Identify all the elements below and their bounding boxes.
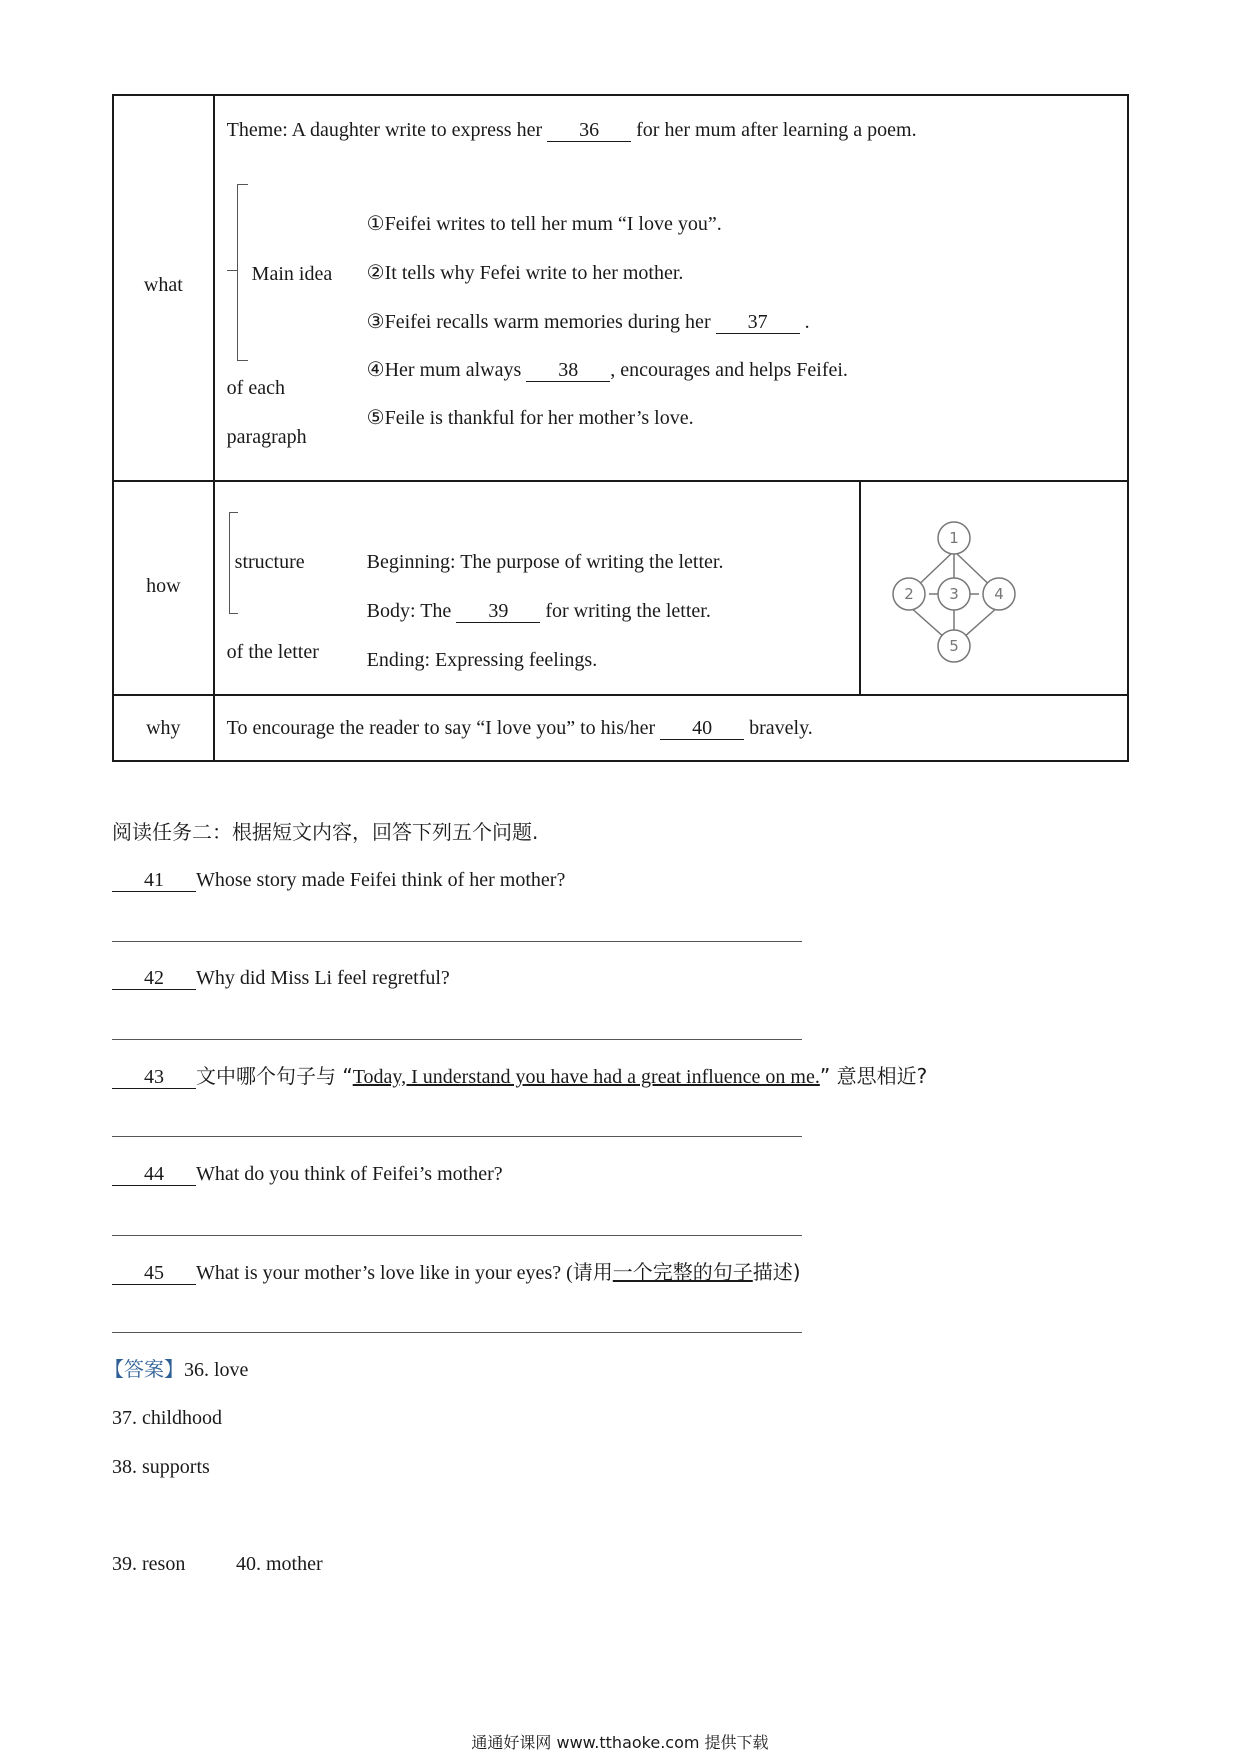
question-45: 45 What is your mother’s love like in your eyes? (请用一个完整的句子描述)	[112, 1260, 801, 1285]
what-content-cell	[214, 95, 1128, 481]
brace-tick	[227, 270, 237, 271]
question-number: 41	[112, 869, 196, 892]
paragraph-label: paragraph	[226, 426, 307, 448]
main-idea-p3: ③Feifei recalls warm memories during her 37 .	[366, 311, 810, 333]
answer-40: 40. mother	[236, 1553, 323, 1575]
why-content-cell	[214, 695, 1128, 761]
structure-diagram	[869, 496, 1069, 676]
of-each-label: of each	[226, 377, 285, 399]
answer-line-44[interactable]	[112, 1235, 802, 1236]
question-43: 43 文中哪个句子与 “Today, I understand you have had a great influence on me.” 意思相近?	[112, 1064, 927, 1089]
answer-36: 【答案】36. love	[104, 1357, 249, 1381]
main-idea-brace	[237, 184, 248, 361]
answer-tag: 【答案】	[104, 1357, 184, 1381]
answer-line-42[interactable]	[112, 1039, 802, 1040]
blank-37[interactable]: 37	[716, 311, 800, 334]
why-line: To encourage the reader to say “I love you” to his/her 40 bravely.	[226, 717, 813, 739]
answer-line-45[interactable]	[112, 1332, 802, 1333]
answer-line-41[interactable]	[112, 941, 802, 942]
row-what	[113, 95, 1128, 481]
row-how	[113, 481, 1128, 695]
answer-39: 39. reson	[112, 1553, 186, 1575]
structure-label: structure	[234, 551, 305, 573]
structure-body: Body: The 39 for writing the letter.	[366, 600, 711, 622]
of-letter-label: of the letter	[226, 641, 319, 663]
row-label-how: how	[113, 481, 214, 695]
question-41: 41 Whose story made Feifei think of her mother?	[112, 868, 565, 892]
how-content-cell	[214, 481, 861, 695]
structure-ending: Ending: Expressing feelings.	[366, 649, 598, 671]
question-number: 42	[112, 967, 196, 990]
answer-38: 38. supports	[112, 1456, 210, 1478]
row-label-why: why	[113, 695, 214, 761]
main-idea-label: Main idea	[251, 263, 333, 285]
structure-beginning: Beginning: The purpose of writing the letter.	[366, 551, 724, 573]
answer-37: 37. childhood	[112, 1407, 222, 1429]
question-44: 44 What do you think of Feifei’s mother?	[112, 1162, 503, 1186]
diagram-node-5-label: 5	[949, 637, 960, 655]
theme-line: Theme: A daughter write to express her 36 for her mum after learning a poem.	[226, 119, 917, 141]
diagram-node-3-label: 3	[949, 585, 960, 603]
diagram-node-1-label: 1	[949, 529, 960, 547]
page-footer: 通通好课网 www.tthaoke.com 提供下载	[471, 1733, 769, 1752]
answer-line-43[interactable]	[112, 1136, 802, 1137]
row-label-what: what	[113, 95, 214, 481]
question-42: 42 Why did Miss Li feel regretful?	[112, 966, 450, 990]
main-idea-p5: ⑤Feile is thankful for her mother’s love.	[366, 407, 694, 429]
question-number: 44	[112, 1163, 196, 1186]
blank-36[interactable]: 36	[547, 119, 631, 142]
blank-38[interactable]: 38	[526, 359, 610, 382]
reading-table	[112, 94, 1129, 762]
diagram-node-2-label: 2	[904, 585, 915, 603]
main-idea-p2: ②It tells why Fefei write to her mother.	[366, 262, 684, 284]
main-idea-p1: ①Feifei writes to tell her mum “I love you”.	[366, 213, 722, 235]
question-number: 43	[112, 1066, 196, 1089]
diagram-node-4-label: 4	[994, 585, 1005, 603]
question-number: 45	[112, 1262, 196, 1285]
blank-40[interactable]: 40	[660, 717, 744, 740]
diagram-cell	[860, 481, 1128, 695]
task2-heading: 阅读任务二：根据短文内容，回答下列五个问题.	[112, 820, 539, 844]
blank-39[interactable]: 39	[456, 600, 540, 623]
main-idea-p4: ④Her mum always 38 , encourages and helps Feifei.	[366, 359, 848, 381]
row-why	[113, 695, 1128, 761]
